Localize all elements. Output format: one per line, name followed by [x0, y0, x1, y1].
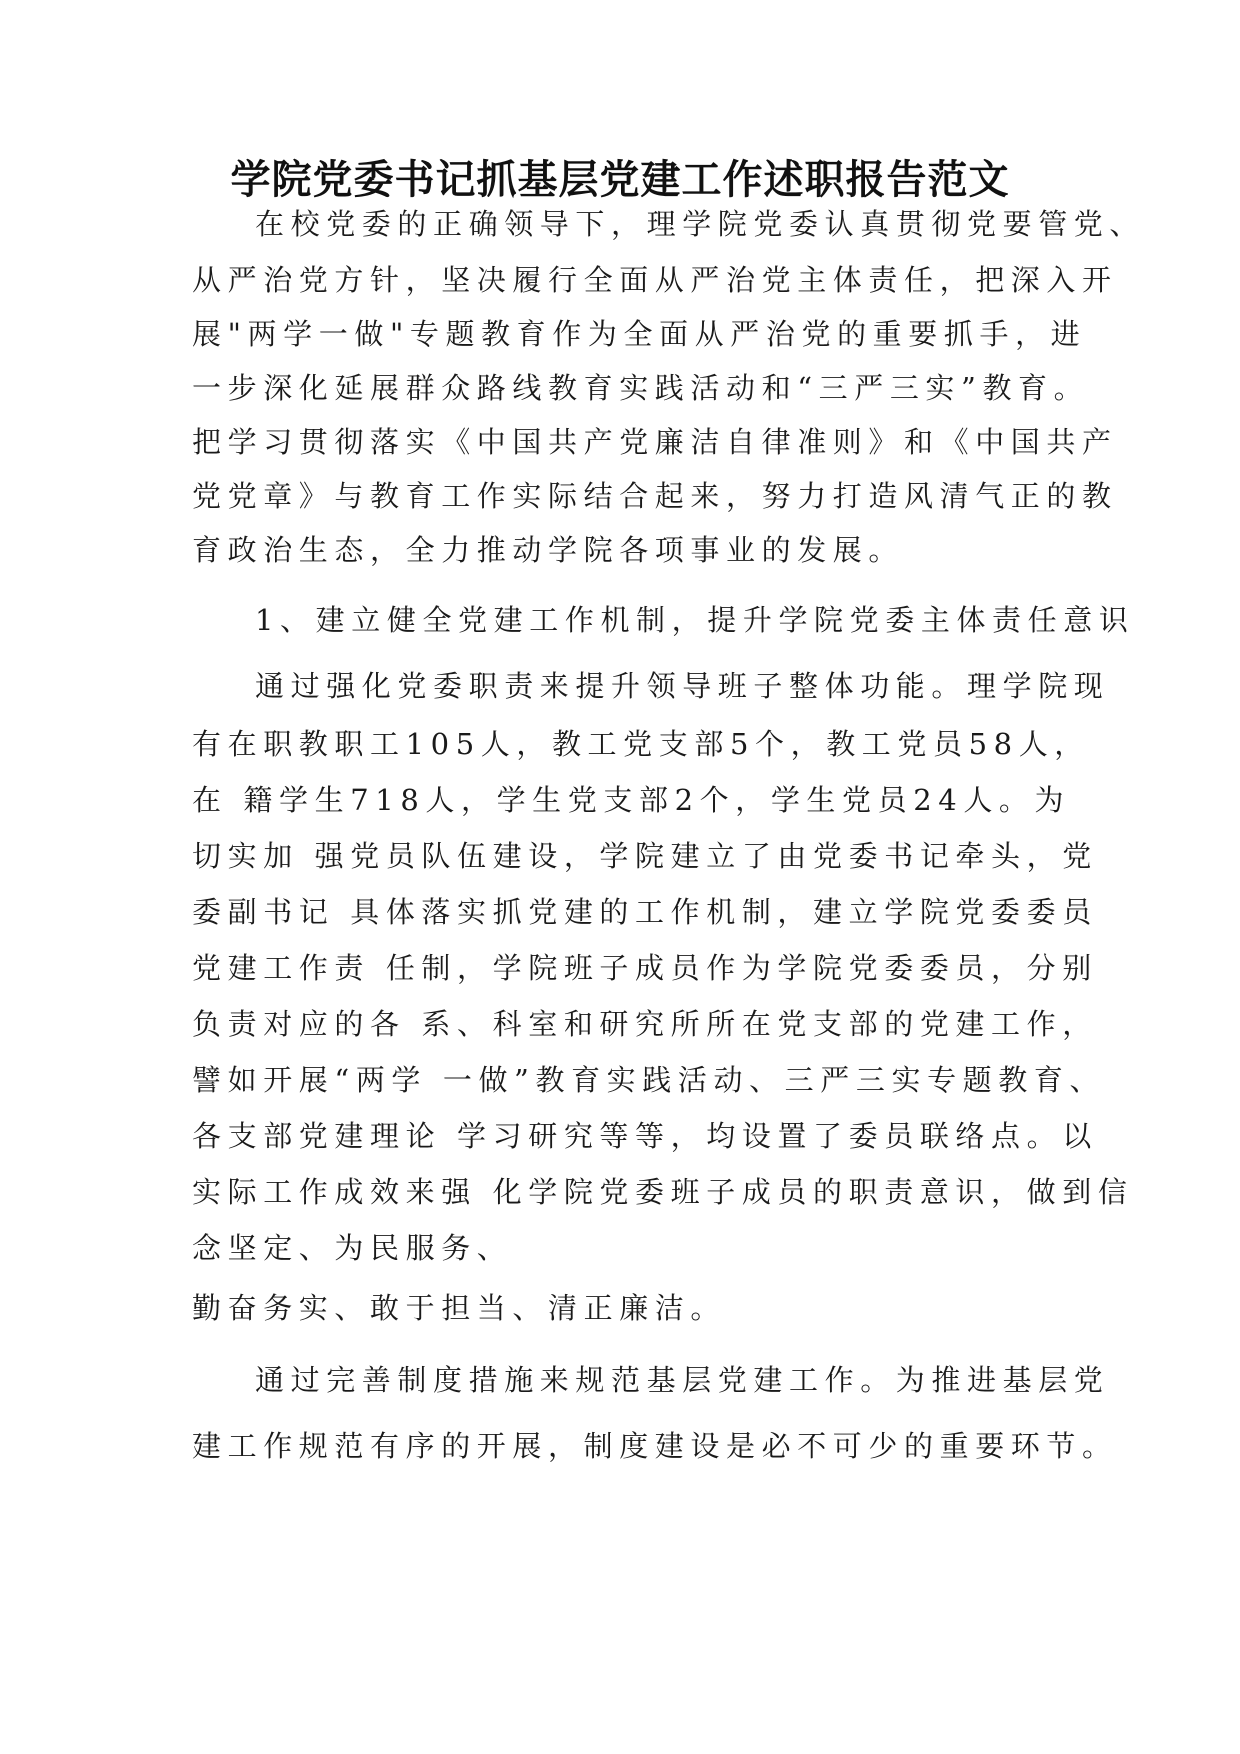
- paragraph-line: 通过强化党委职责来提升领导班子整体功能。理学院现: [255, 669, 1110, 703]
- paragraph-line: 在校党委的正确领导下，理学院党委认真贯彻党要管党、: [255, 207, 1146, 241]
- section-heading: 1、建立健全党建工作机制，提升学院党委主体责任意识: [255, 603, 1135, 637]
- paragraph-line: 党党章》与教育工作实际结合起来，努力打造风清气正的教: [192, 479, 1118, 513]
- paragraph-line: 负责对应的各 系、科室和研究所所在党支部的党建工作，: [192, 1007, 1098, 1041]
- paragraph-line: 勤奋务实、敢于担当、清正廉洁。: [192, 1291, 727, 1325]
- paragraph-line: 有在职教职工105人，教工党支部5个，教工党员58人，: [192, 727, 1090, 761]
- paragraph-line: 切实加 强党员队伍建设，学院建立了由党委书记牵头，党: [192, 839, 1098, 873]
- paragraph-line: 通过完善制度措施来规范基层党建工作。为推进基层党: [255, 1363, 1110, 1397]
- paragraph-line: 把学习贯彻落实《中国共产党廉洁自律准则》和《中国共产: [192, 425, 1118, 459]
- paragraph-line: 育政治生态，全力推动学院各项事业的发展。: [192, 533, 905, 567]
- paragraph-line: 建工作规范有序的开展，制度建设是必不可少的重要环节。: [192, 1429, 1118, 1463]
- document-title: 学院党委书记抓基层党建工作述职报告范文: [230, 157, 1010, 203]
- paragraph-line: 展"两学一做"专题教育作为全面从严治党的重要抓手，进: [192, 317, 1087, 351]
- paragraph-line: 实际工作成效来强 化学院党委班子成员的职责意识，做到信: [192, 1175, 1134, 1209]
- paragraph-line: 念坚定、为民服务、: [192, 1231, 513, 1265]
- paragraph-line: 各支部党建理论 学习研究等等，均设置了委员联络点。以: [192, 1119, 1098, 1153]
- paragraph-line: 从严治党方针，坚决履行全面从严治党主体责任，把深入开: [192, 263, 1118, 297]
- paragraph-line: 一步深化延展群众路线教育实践活动和“三严三实”教育。: [192, 371, 1090, 405]
- paragraph-line: 委副书记 具体落实抓党建的工作机制，建立学院党委委员: [192, 895, 1098, 929]
- paragraph-line: 党建工作责 任制，学院班子成员作为学院党委委员，分别: [192, 951, 1098, 985]
- paragraph-line: 譬如开展“两学 一做”教育实践活动、三严三实专题教育、: [192, 1063, 1106, 1097]
- paragraph-line: 在 籍学生718人，学生党支部2个，学生党员24人。为: [192, 783, 1071, 817]
